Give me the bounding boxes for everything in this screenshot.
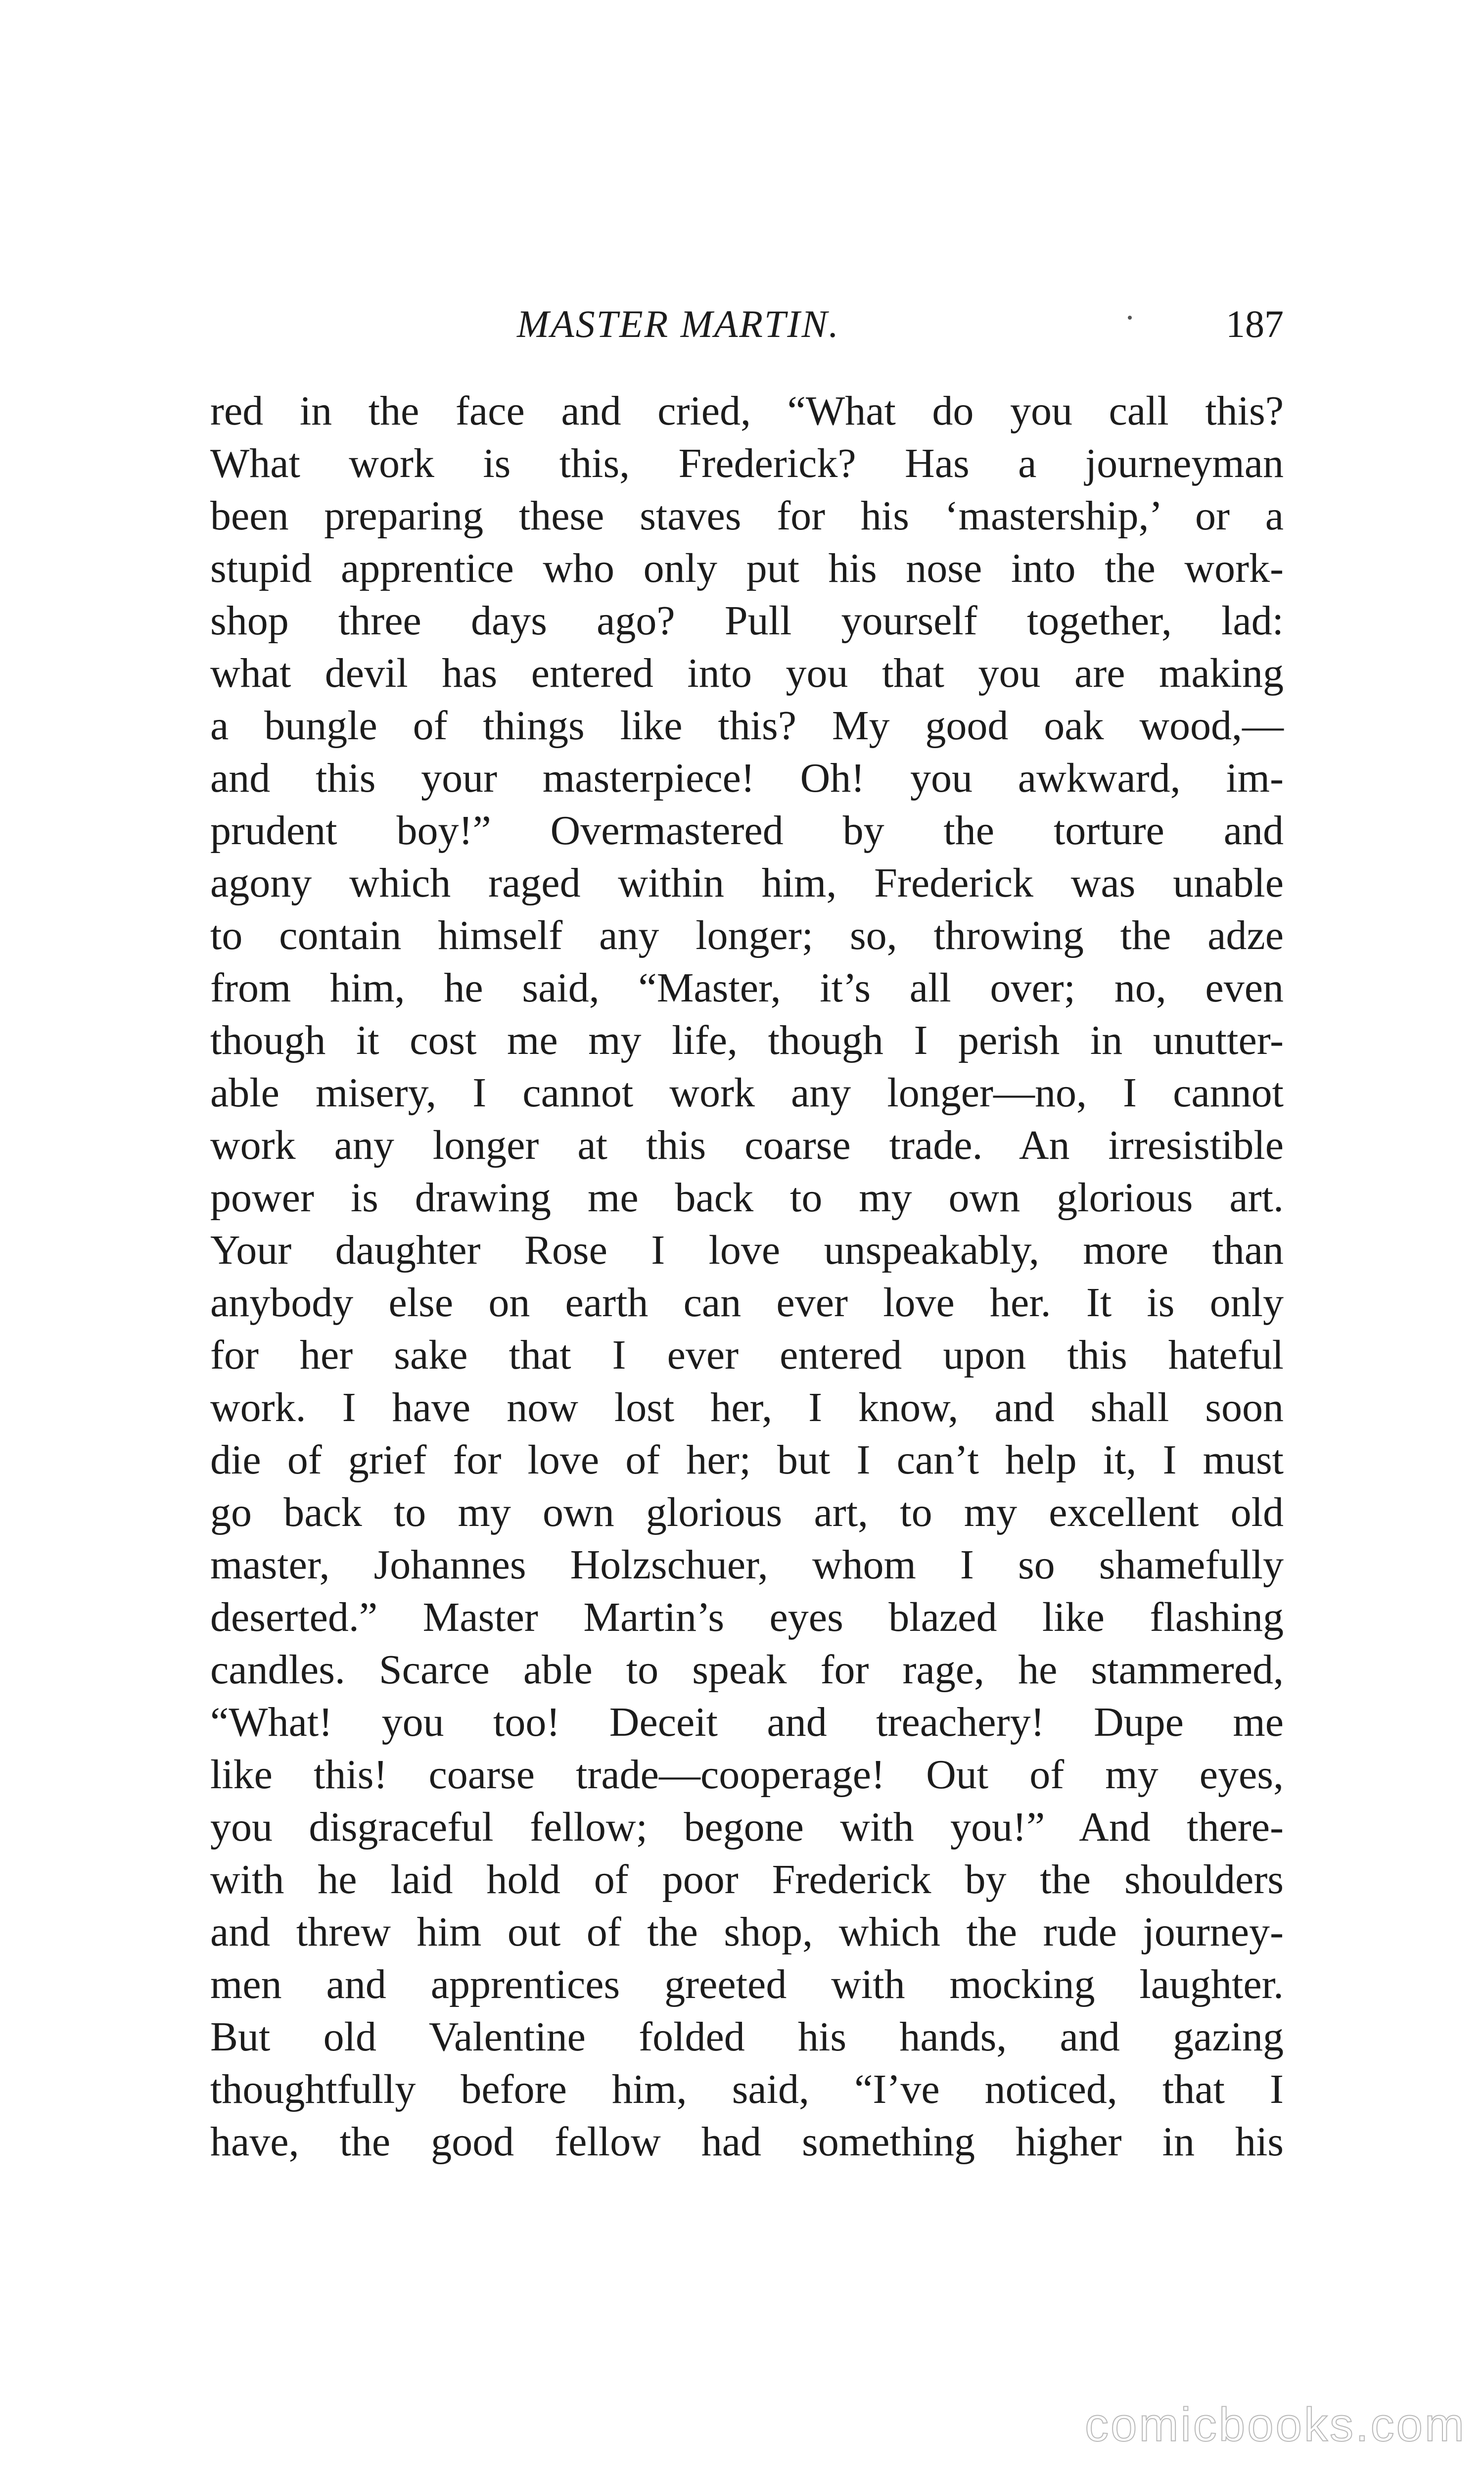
- text-line: master, Johannes Holzschuer, whom I so shamefully: [210, 1542, 1284, 1588]
- text-line: men and apprentices greeted with mocking laughter.: [210, 1961, 1284, 2007]
- text-line: able misery, I cannot work any longer—no, I cannot: [210, 1070, 1284, 1116]
- text-line: for her sake that I ever entered upon this hateful: [210, 1332, 1284, 1378]
- ink-speck: [1128, 316, 1132, 320]
- running-head: [210, 297, 1284, 351]
- text-line: deserted.” Master Martin’s eyes blazed like flashing: [210, 1594, 1284, 1640]
- text-line: and this your masterpiece! Oh! you awkward, im-: [210, 755, 1284, 801]
- text-line: “What! you too! Deceit and treachery! Dupe me: [210, 1699, 1284, 1745]
- text-line: and threw him out of the shop, which the rude journey-: [210, 1909, 1284, 1955]
- body-text: [210, 385, 1284, 2168]
- running-title: MASTER MARTIN.: [517, 302, 840, 345]
- text-line: stupid apprentice who only put his nose into the work-: [210, 545, 1284, 591]
- text-line: a bungle of things like this? My good oak wood,—: [210, 703, 1284, 749]
- text-line: what devil has entered into you that you are making: [210, 650, 1284, 696]
- text-line: to contain himself any longer; so, throwing the adze: [210, 912, 1284, 958]
- text-line: like this! coarse trade—cooperage! Out of my eyes,: [210, 1752, 1284, 1798]
- text-line: Your daughter Rose I love unspeakably, more than: [210, 1227, 1284, 1273]
- text-line: work. I have now lost her, I know, and shall soon: [210, 1384, 1284, 1430]
- text-line: work any longer at this coarse trade. An irresistible: [210, 1122, 1284, 1168]
- text-line: have, the good fellow had something higher in his: [210, 2119, 1284, 2165]
- text-line: candles. Scarce able to speak for rage, he stammered,: [210, 1647, 1284, 1693]
- text-line: prudent boy!” Overmastered by the torture and: [210, 808, 1284, 854]
- text-line: been preparing these staves for his ‘mastership,’ or a: [210, 493, 1284, 539]
- text-line: agony which raged within him, Frederick was unable: [210, 860, 1284, 906]
- text-line: with he laid hold of poor Frederick by the shoulders: [210, 1856, 1284, 1903]
- text-line: from him, he said, “Master, it’s all over; no, even: [210, 965, 1284, 1011]
- text-line: though it cost me my life, though I perish in unutter-: [210, 1017, 1284, 1063]
- text-line: What work is this, Frederick? Has a journeyman: [210, 440, 1284, 486]
- text-line: go back to my own glorious art, to my excellent old: [210, 1489, 1284, 1535]
- text-line: die of grief for love of her; but I can’t help it, I must: [210, 1437, 1284, 1483]
- page-number: 187: [1226, 302, 1284, 345]
- text-line: power is drawing me back to my own glorious art.: [210, 1175, 1284, 1221]
- text-line: anybody else on earth can ever love her. It is only: [210, 1280, 1284, 1326]
- text-line: shop three days ago? Pull yourself together, lad:: [210, 598, 1284, 644]
- site-watermark: comicbooks.com: [1085, 2398, 1466, 2451]
- text-line: you disgraceful fellow; begone with you!” And there-: [210, 1804, 1284, 1850]
- text-line: thoughtfully before him, said, “I’ve noticed, that I: [210, 2066, 1284, 2112]
- text-line: But old Valentine folded his hands, and gazing: [210, 2014, 1284, 2060]
- text-line: red in the face and cried, “What do you call this?: [210, 388, 1284, 434]
